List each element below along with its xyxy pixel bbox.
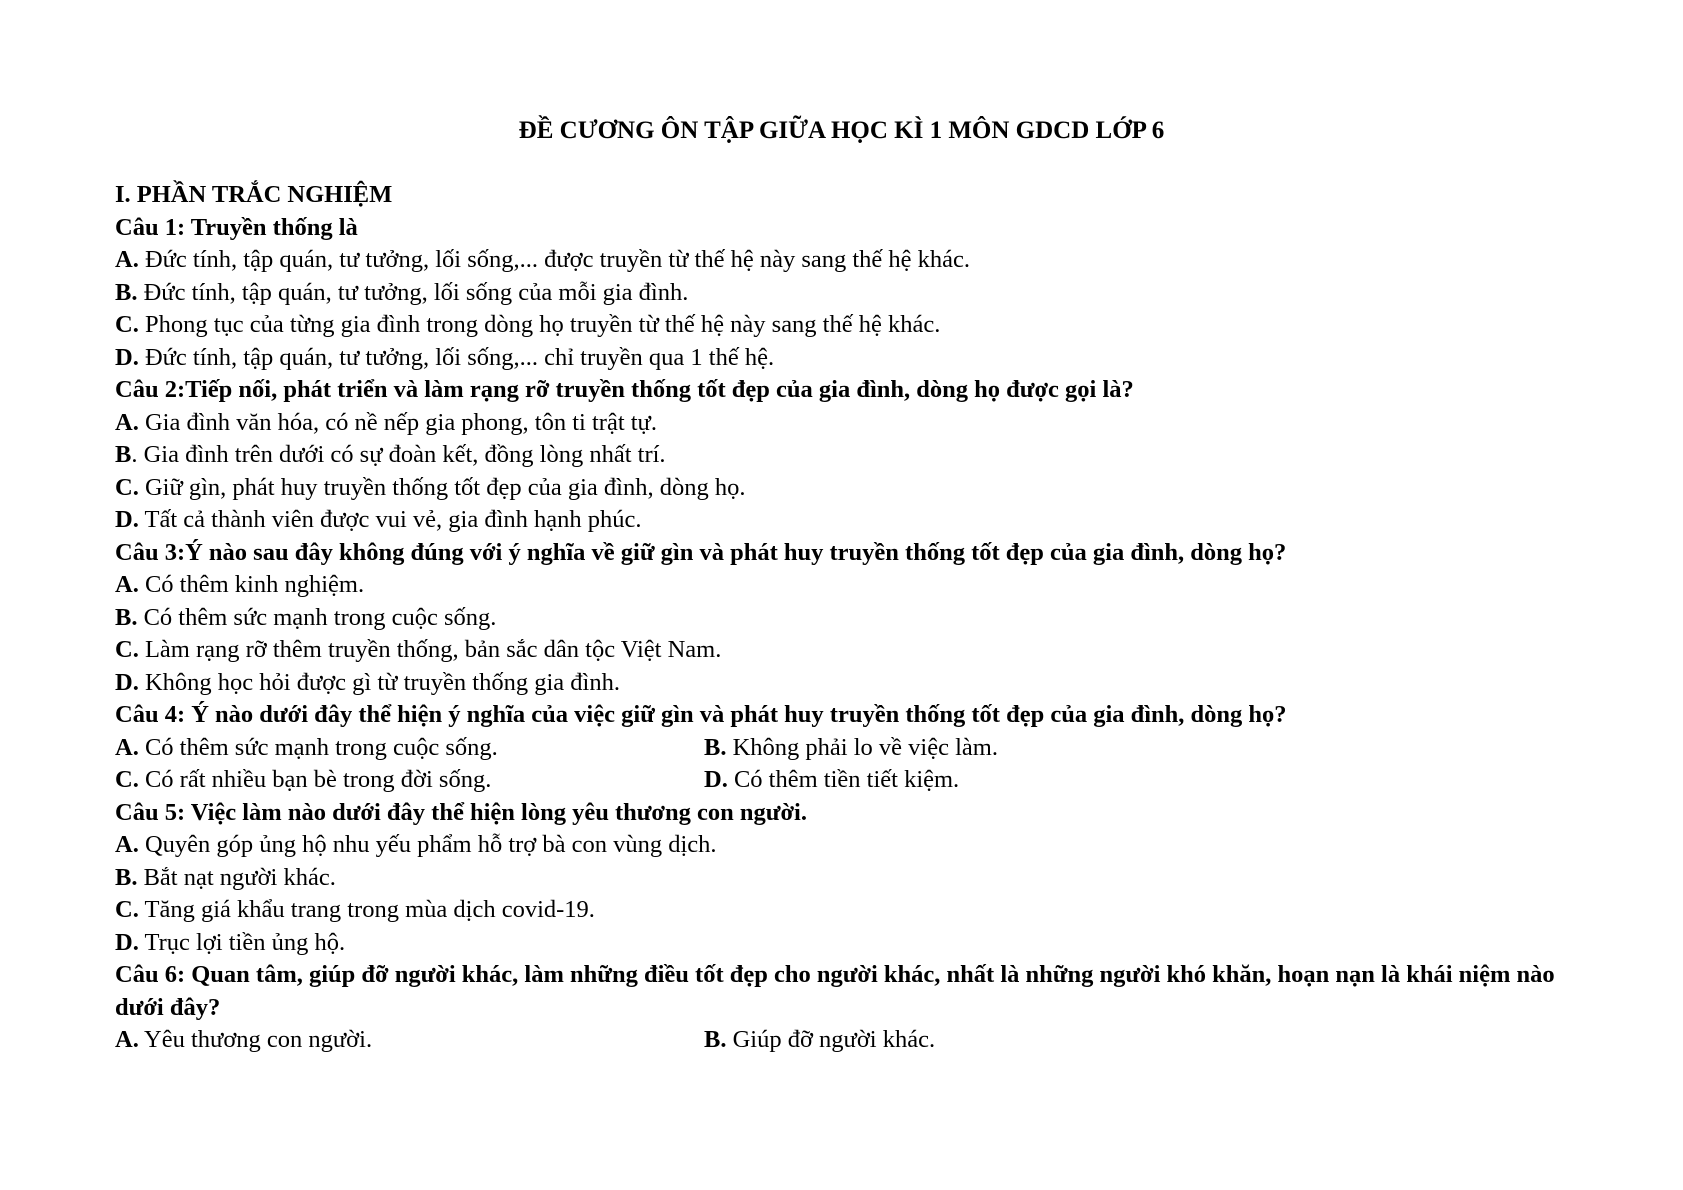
q2-option-c: C. Giữ gìn, phát huy truyền thống tốt đẹp của gia đình, dòng họ. (115, 473, 746, 501)
q1-option-b: B. Đức tính, tập quán, tư tưởng, lối sống của mỗi gia đình. (115, 278, 689, 306)
q3-option-d: D. Không học hỏi được gì từ truyền thống gia đình. (115, 668, 620, 696)
q6-option-b: B. Giúp đỡ người khác. (704, 1026, 936, 1053)
q4-option-b: B. Không phải lo về việc làm. (704, 733, 998, 761)
document-body (115, 179, 1585, 1057)
q3-option-a: A. Có thêm kinh nghiệm. (115, 571, 365, 598)
q1-option-d: D. Đức tính, tập quán, tư tưởng, lối sống,... chỉ truyền qua 1 thế hệ. (115, 343, 775, 371)
q5-option-c: C. Tăng giá khẩu trang trong mùa dịch covid-19. (115, 896, 595, 923)
q1-option-a: A. Đức tính, tập quán, tư tưởng, lối sống,... được truyền từ thế hệ này sang thế hệ khác. (115, 246, 971, 273)
q4-option-a: A. Có thêm sức mạnh trong cuộc sống. (115, 733, 498, 761)
q3-option-b: B. Có thêm sức mạnh trong cuộc sống. (115, 603, 497, 631)
q5-option-b: B. Bắt nạt người khác. (115, 863, 336, 891)
question-3: Câu 3:Ý nào sau đây không đúng với ý nghĩa về giữ gìn và phát huy truyền thống tốt đẹp của gia đình, dòng họ? (115, 538, 1287, 566)
q6-options-row-1 (115, 1024, 1585, 1057)
q3-option-c: C. Làm rạng rỡ thêm truyền thống, bản sắc dân tộc Việt Nam. (115, 636, 722, 663)
section-heading: I. PHẦN TRẮC NGHIỆM (115, 181, 393, 208)
q4-options-row-2 (115, 764, 1585, 797)
question-4: Câu 4: Ý nào dưới đây thể hiện ý nghĩa của việc giữ gìn và phát huy truyền thống tốt đẹp của gia đình, dòng họ? (115, 701, 1287, 728)
q1-option-c: C. Phong tục của từng gia đình trong dòng họ truyền từ thế hệ này sang thế hệ khác. (115, 311, 941, 338)
question-2: Câu 2:Tiếp nối, phát triển và làm rạng rỡ truyền thống tốt đẹp của gia đình, dòng họ được gọi là? (115, 376, 1134, 403)
document-title: ĐỀ CƯƠNG ÔN TẬP GIỮA HỌC KÌ 1 MÔN GDCD LỚP 6 (518, 117, 1165, 144)
q4-options-row-1 (115, 732, 1585, 765)
q4-option-c: C. Có rất nhiều bạn bè trong đời sống. (115, 766, 492, 793)
q2-option-d: D. Tất cả thành viên được vui vẻ, gia đình hạnh phúc. (115, 506, 642, 533)
question-6: Câu 6: Quan tâm, giúp đỡ người khác, làm những điều tốt đẹp cho người khác, nhất là những người khó khăn, hoạn nạn là khái niệm nào dưới đây? (115, 961, 1555, 1021)
q5-option-a: A. Quyên góp ủng hộ nhu yếu phẩm hỗ trợ bà con vùng dịch. (115, 831, 717, 858)
q2-option-a: A. Gia đình văn hóa, có nề nếp gia phong, tôn ti trật tự. (115, 408, 657, 436)
q5-option-d: D. Trục lợi tiền ủng hộ. (115, 928, 346, 956)
q2-option-b: B. Gia đình trên dưới có sự đoàn kết, đồng lòng nhất trí. (115, 441, 666, 468)
question-5: Câu 5: Việc làm nào dưới đây thể hiện lòng yêu thương con người. (115, 798, 807, 826)
question-1: Câu 1: Truyền thống là (115, 213, 358, 241)
q6-option-a: A. Yêu thương con người. (115, 1026, 373, 1053)
q4-option-d: D. Có thêm tiền tiết kiệm. (704, 766, 960, 793)
